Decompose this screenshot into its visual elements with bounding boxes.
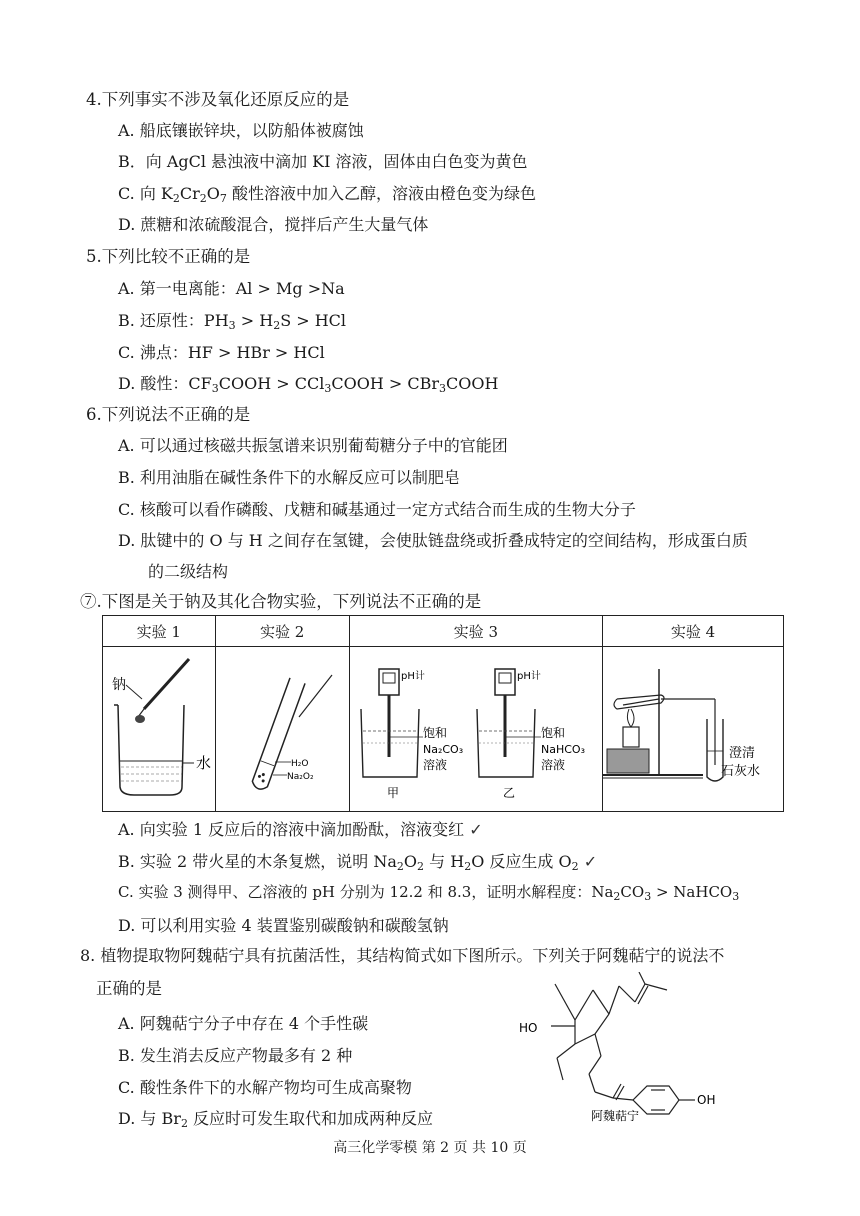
header-exp4: 实验 4 [603,616,784,647]
q7-option-a: A. 向实验 1 反应后的溶液中滴加酚酞，溶液变红 ✓ [118,820,483,839]
ph-meter-label-2: pH计 [516,671,541,682]
check-mark-icon: ✓ [469,820,483,839]
q8-option-a: A. 阿魏萜宁分子中存在 4 个手性碳 [118,1014,369,1033]
ph-meter-label-1: pH计 [400,671,425,682]
q8-option-b: B. 发生消去反应产物最多有 2 种 [118,1046,353,1065]
h2o-label: H₂O [291,759,309,769]
check-mark-icon: ✓ [583,852,598,871]
jia-label: 甲 [386,786,399,800]
yi-label: 乙 [502,786,515,800]
exp1-beaker-diagram [104,647,214,807]
q6-option-d: D. 肽键中的 O 与 H 之间存在氢键，会使肽链盘绕或折叠成特定的空间结构，形成蛋白质 [118,531,748,550]
q8-stem: 8. 植物提取物阿魏萜宁具有抗菌活性，其结构简式如下图所示。下列关于阿魏萜宁的说法不 [80,946,725,965]
q8-option-c: C. 酸性条件下的水解产物均可生成高聚物 [118,1078,412,1097]
oh-label: OH [697,1093,716,1107]
exp4-heating-diagram [603,647,783,807]
exp2-testtube-diagram [217,647,347,807]
q6-stem: 6.下列说法不正确的是 [86,405,251,424]
sol1-line3: 溶液 [422,758,447,772]
q6-option-d-continued: 的二级结构 [148,562,229,581]
q7-option-b: B. 实验 2 带火星的木条复燃，说明 $Na_2O_2$ 与 $H_2O$ 反应生成 $O_2$ ✓ [118,852,598,873]
sodium-label: 钠 [111,677,126,693]
q4-option-a: A. 船底镶嵌锌块，以防船体被腐蚀 [118,121,364,140]
sol1-line1: 饱和 [422,726,447,740]
sol2-line3: 溶液 [540,758,565,772]
q4-stem: 4.下列事实不涉及氧化还原反应的是 [86,90,350,109]
experiment-table [102,615,784,812]
na2o2-label: Na₂O₂ [287,772,314,782]
q6-option-c: C. 核酸可以看作磷酸、戊糖和碱基通过一定方式结合而生成的生物大分子 [118,500,636,519]
header-exp1: 实验 1 [103,616,216,647]
q4-option-c: C. 向 $K_2Cr_2O_7$ 酸性溶液中加入乙醇，溶液由橙色变为绿色 [118,184,536,205]
page-footer: 高三化学零模 第 2 页 共 10 页 [333,1140,527,1156]
exp3-ph-diagram [351,647,601,807]
q5-option-c: C. 沸点：HF > HBr > HCl [118,343,325,362]
exp3-cell [349,647,602,812]
exp2-cell [215,647,349,812]
ho-label: HO [519,1021,538,1035]
compound-name-label: 阿魏萜宁 [591,1109,640,1122]
header-exp3: 实验 3 [349,616,602,647]
q4-option-d: D. 蔗糖和浓硫酸混合，搅拌后产生大量气体 [118,215,429,234]
q7-stem: ⑦.下图是关于钠及其化合物实验，下列说法不正确的是 [80,592,482,611]
exp4-cell [603,647,784,812]
exp1-cell [103,647,216,812]
sol1-line2: Na₂CO₃ [422,743,463,756]
q5-option-d: D. 酸性：$CF_3COOH$ > CCl$_3$COOH > CBr$_3$COOH [118,374,499,395]
header-exp2: 实验 2 [215,616,349,647]
limewater-label-2: 石灰水 [721,764,761,779]
q5-option-a: A. 第一电离能：Al > Mg >Na [118,279,345,298]
water-label: 水 [195,754,211,772]
q4-option-b: B．向 AgCl 悬浊液中滴加 KI 溶液，固体由白色变为黄色 [118,152,528,171]
q6-option-a: A. 可以通过核磁共振氢谱来识别葡萄糖分子中的官能团 [118,436,508,455]
q5-option-b: B. 还原性：$PH_3 > H_2S$ > HCl [118,311,347,332]
q8-stem-continued: 正确的是 [96,979,162,998]
q6-option-b: B. 利用油脂在碱性条件下的水解反应可以制肥皂 [118,468,460,487]
q7-option-d: D. 可以利用实验 4 装置鉴别碳酸钠和碳酸氢钠 [118,916,449,935]
q7-option-c: C. 实验 3 测得甲、乙溶液的 pH 分别为 12.2 和 8.3，证明水解程度：$Na_2CO_3$ > NaHCO$_3$ [118,883,740,903]
sol2-line1: 饱和 [540,726,565,740]
structure-diagram [515,972,730,1122]
sol2-line2: NaHCO₃ [540,743,585,756]
q5-stem: 5.下列比较不正确的是 [86,247,251,266]
limewater-label-1: 澄清 [729,746,756,761]
q8-option-d: D. 与 $Br_2$ 反应时可发生取代和加成两种反应 [118,1109,434,1130]
